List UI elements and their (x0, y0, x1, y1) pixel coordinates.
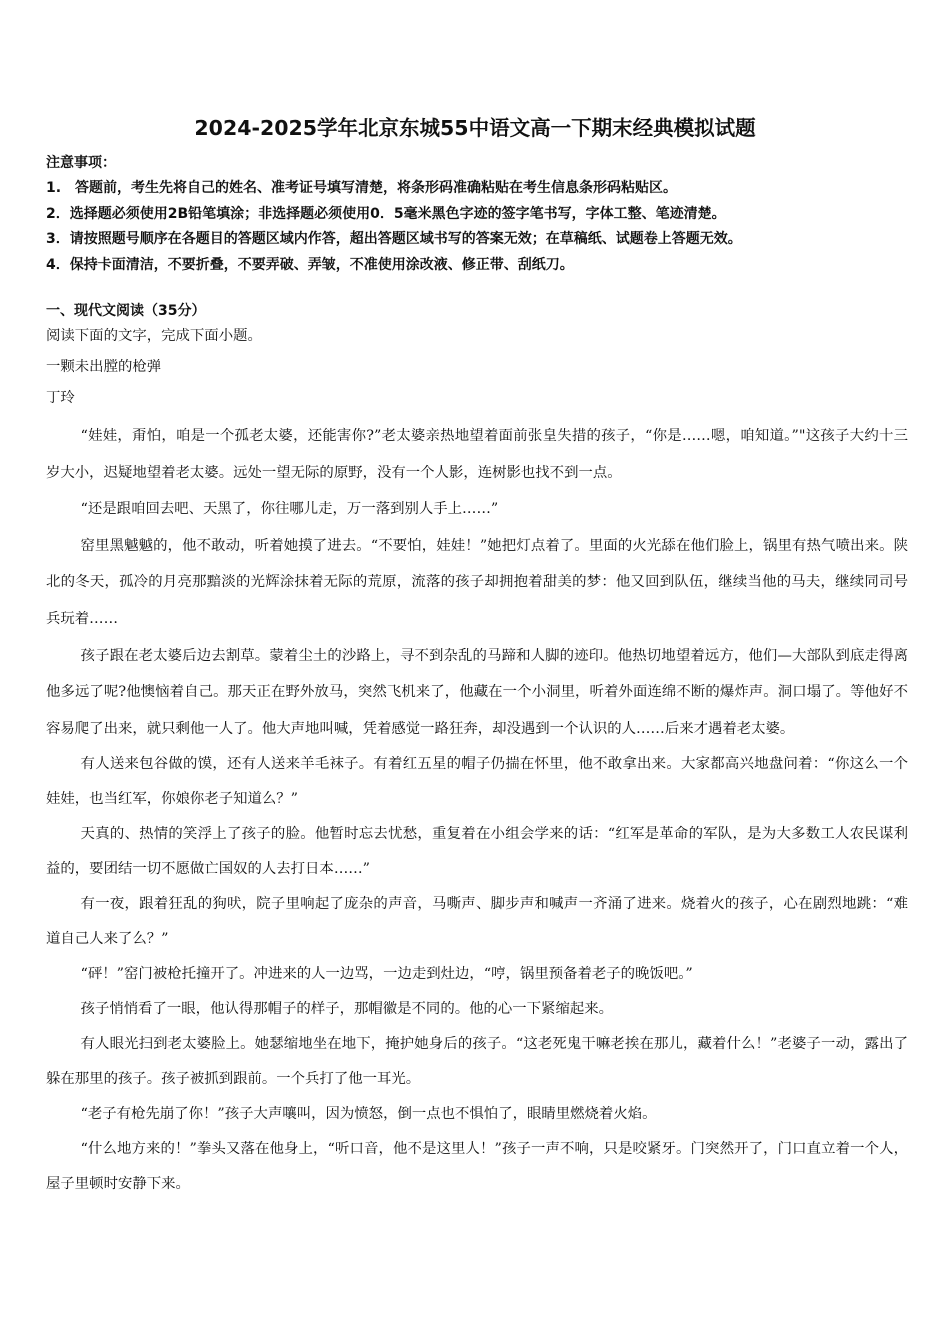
section-heading: 一、现代文阅读（35分） (46, 303, 206, 319)
paragraph: “老子有枪先崩了你！”孩子大声嚷叫，因为愤怒，倒一点也不惧怕了，眼睛里燃烧着火焰。 (80, 1106, 657, 1123)
instruction-text: 阅读下面的文字，完成下面小题。 (46, 328, 262, 344)
paragraph: “砰！”窑门被枪托撞开了。冲进来的人一边骂，一边走到灶边，“哼，锅里预备着老子的晚饭吧。” (80, 966, 693, 983)
notes-block (46, 151, 916, 278)
paragraph: 孩子跟在老太婆后边去割草。蒙着尘土的沙路上，寻不到杂乱的马蹄和人脚的迹印。他热切地望着远方，他们—大部队到底走得离他多远了呢?他懊恼着自己。那天正在野外放马，突然飞机来了，他藏在一个小洞里，听着外面连绵不断的爆炸声。洞口塌了。等他好不容易爬了出来，就只剩他一人了。他大声地叫喊，凭着感觉一路狂奔，却没遇到一个认识的人……后来才遇着老太婆。 (46, 647, 908, 737)
exam-title: 2024-2025学年北京东城55中语文高一下期末经典模拟试题 (194, 116, 756, 140)
paragraph: “还是跟咱回去吧、天黑了，你往哪儿走，万一落到别人手上……” (80, 501, 499, 518)
notes-heading: 注意事项： (46, 155, 116, 171)
story-title: 一颗未出膛的枪弹 (46, 359, 162, 375)
note-item: 2．选择题必须使用2B铅笔填涂；非选择题必须使用0．5毫米黑色字迹的签字笔书写，字体工整、笔迹清楚。 (46, 205, 726, 222)
paragraph: 有人眼光扫到老太婆脸上。她瑟缩地坐在地下，掩护她身后的孩子。“这老死鬼干嘛老挨在那儿，藏着什么！”老婆子一动，露出了躲在那里的孩子。孩子被抓到跟前。一个兵打了他一耳光。 (46, 1036, 908, 1088)
paragraph: 有一夜，跟着狂乱的狗吠，院子里响起了庞杂的声音，马嘶声、脚步声和喊声一齐涌了进来。烧着火的孩子，心在剧烈地跳：“难道自己人来了么？” (46, 896, 908, 948)
paragraph: 有人送来包谷做的馍，还有人送来羊毛袜子。有着红五星的帽子仍揣在怀里，他不敢拿出来。大家都高兴地盘问着：“你这么一个娃娃，也当红军，你娘你老子知道么？” (46, 756, 908, 808)
reading-passage (46, 323, 908, 412)
paragraph: 孩子悄悄看了一眼，他认得那帽子的样子，那帽徽是不同的。他的心一下紧缩起来。 (80, 1001, 614, 1018)
note-item: 4．保持卡面清洁，不要折叠，不要弄破、弄皱，不准使用涂改液、修正带、刮纸刀。 (46, 256, 574, 273)
note-item: 1. 答题前，考生先将自己的姓名、准考证号填写清楚，将条形码准确粘贴在考生信息条形码粘贴区。 (46, 180, 678, 197)
note-item: 3．请按照题号顺序在各题目的答题区域内作答，超出答题区域书写的答案无效；在草稿纸、试题卷上答题无效。 (46, 231, 742, 248)
story-author: 丁玲 (46, 390, 75, 406)
story-body (46, 418, 908, 1202)
paragraph: “什么地方来的！”拳头又落在他身上，“听口音，他不是这里人！”孩子一声不响，只是咬紧牙。门突然开了，门口直立着一个人，屋子里顿时安静下来。 (46, 1141, 908, 1193)
paragraph: 天真的、热情的笑浮上了孩子的脸。他暂时忘去忧愁，重复着在小组会学来的话：“红军是革命的军队，是为大多数工人农民谋利益的，要团结一切不愿做亡国奴的人去打日本……” (46, 826, 908, 878)
paragraph: “娃娃，甭怕，咱是一个孤老太婆，还能害你?”老太婆亲热地望着面前张皇失措的孩子，“你是……嗯，咱知道。”"这孩子大约十三岁大小，迟疑地望着老太婆。远处一望无际的原野，没有一个人影，连树影也找不到一点。 (46, 428, 908, 481)
paragraph: 窑里黑魆魆的，他不敢动，听着她摸了进去。“不要怕，娃娃！”她把灯点着了。里面的火光舔在他们脸上，锅里有热气喷出来。陕北的冬天，孤冷的月亮那黯淡的光辉涂抹着无际的荒原，流落的孩子却拥抱着甜美的梦：他又回到队伍，继续当他的马夫，继续同司号兵玩着…… (46, 537, 908, 627)
